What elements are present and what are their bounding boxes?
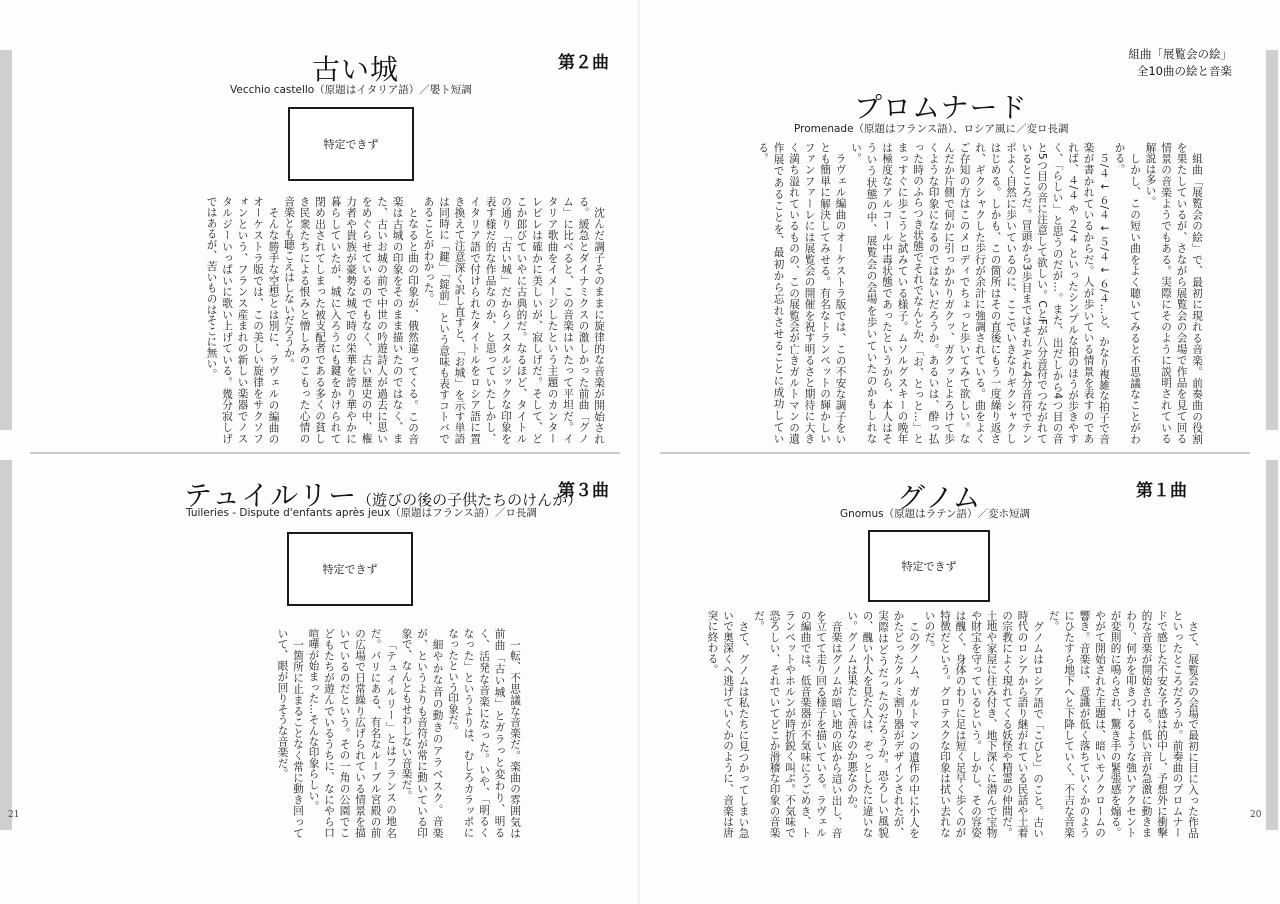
right-edge-strip bbox=[1266, 50, 1278, 430]
paragraph: グノムはロシア語で「こびと」のこと。古い時代のロシアから語り継がれている民話や土着の宗教によく現れてくる妖怪や精霊の仲間だ。土地や家屋に住み付き、地下深くに潜んで宝物や財宝を守っているという。しかし、その容姿は醜く、身体のわりに足は短く足早く歩くのが特徴だという。グロテスクな印象は拭い去れないのだ。 bbox=[923, 610, 1044, 838]
paragraph: さて、展覧会の会場で最初に目に入った作品といったところだろうか。前奏曲のプロムナードで感じた不安な予感は的中し、予想外に衝撃的な音楽が開始される。低い音が急激に動きまわり、何かを叩きつけるような強いアクセントが変則的に鳴らされ、驚き手の緊張感を煽る。やがて開始された主題は、暗いモノクロームの響き。音楽は、意識が低く落ちていくかのようにひたすら地下へと下降していく、不吉な音楽だ。 bbox=[1047, 610, 1199, 838]
left-divider bbox=[30, 452, 620, 454]
page-number: 21 bbox=[8, 810, 20, 820]
paragraph: となると曲の印象が、俄然違ってくる。この音楽は古城の印象をそのまま描いたのではなく、また、古いお城の前で中世の吟遊詩人が過去に思いをめぐらせているのでもなく、古い歴史の中、権力者や貴族が豪勢な城で時の栄華を誇り華やかに暮らしていたが、城に入ろうにも鍵をかけられて閉め出されてしまった被支配者である多くの貧しき民衆たちによる恨みと憎しみのこもった心情の音楽とも聴こえはしないだろうか。 bbox=[283, 196, 419, 444]
section-title-gnomus: グノム bbox=[897, 481, 982, 514]
body-text-promenade bbox=[658, 142, 1204, 444]
section-title-old-castle: 古い城 bbox=[312, 53, 400, 86]
paragraph: 一転、不思議な音楽だ。楽曲の雰囲気は前曲「古い城」とガラっと変わり、明るく、活発な音楽になった。いや、「明るくなった」というよりは、むしろカラッポになったという印象だ。 bbox=[447, 628, 521, 838]
suite-label-line: 全10曲の絵と音楽 bbox=[1136, 64, 1232, 78]
paragraph: 細やかな音の動きのアラベスク。音楽が、というよりも音符が常に動いている印象で、なんともせわしない音楽だ。 bbox=[400, 628, 444, 838]
image-placeholder bbox=[288, 107, 414, 181]
paragraph: ５/４ ↓ ６/４ ↓ ５/４ ↓ ６/４…と、かなり複雑な拍子で音楽が書かれているからだ。人が歩いている情景を表すのであれば、４/４ や ２/４ といったシンプルな拍のほうが歩きやすく、「らしい」と思うのだが…。また、出だしから4つ目の音と5つ目の音に注意して欲しい。CとFが八分音符でつながれているところだ。冒頭から3歩目まではそれぞれ4分音符でテンポよく自然に歩いているのに、ここでいきなりギクシャクしはじめる。しかも、この箇所はその直後にもう一度繰り返され、ギクシャクした歩行が余計に強調されている。曲をよくご存知の方はこのメロディでちょっと歩いてみて欲しい。なんだか片側で何かに引っかかりガクッ、ガクッとよろけて歩くような印象になるのではないだろうか。あるいは、酔っ払った時のふらつき状態でそれでなんとか、「お、とっと…」とまっすぐに歩こうと試みている様子。ムソルグスキーの晩年は極度なアルコール中毒状態であったというから、本人はそういう状態の中、展覧会の会場を歩いていたのかもしれない。 bbox=[850, 142, 1110, 444]
body-text-tuileries bbox=[200, 628, 522, 838]
paragraph: 音楽はグノムが暗い地の底から這い出し、音を立てて走り回る様子を描いている。ラヴェルの編曲では、低音楽器が不気味にうごめき、トランペットやホルンが時折鋭く叫ぶ。不気味で恐ろしい、それでいてどこか滑稽な印象の音楽だ。 bbox=[753, 610, 843, 838]
left-edge-strip-lower bbox=[0, 460, 12, 830]
suite-label-line: 組曲「展覧会の絵」 bbox=[1128, 47, 1232, 61]
paragraph: しかし、この短い曲をよく聴いてみると不思議なことがわかる。 bbox=[1113, 142, 1141, 444]
section-subtitle: Gnomus（原題はラテン語）／変ホ短調 bbox=[840, 508, 1031, 520]
paragraph: 組曲「展覧会の絵」で、最初に現れる音楽。前奏曲の役割を果たしているが、さながら展覧会の会場で作品を見て回る情景の音楽ようでもある。実際にそのように説明されている解説は多い。 bbox=[1144, 142, 1203, 444]
left-edge-strip bbox=[0, 50, 12, 430]
section-title-promenade: プロムナード bbox=[854, 91, 1028, 124]
image-placeholder bbox=[287, 532, 413, 606]
movement-number: 第２曲 bbox=[558, 53, 609, 73]
paragraph: 沈んだ調子そのままに旋律的な音楽が開始される。緩急とダイナミクスの激しかった前曲「グノム」に比べると、この音楽はいたって平坦だ。イタリア歌曲をイメージしたという主題のカンターレビレは確かに美しいが、寂しげだ。そして、どこか郎びていやに古典的だ。なるほど、タイトルの通り「古い城」だからノスタルジックな印象を表す様だ的な作品なのか、と思っていたしかし、イタリア語で付けられたタイトルをロシア語に置き換えて注意深く訳し直すと、「お城」を示す単語は同時に「鍵」「錠前」という意味も表すコトバであることがわかった。 bbox=[422, 196, 605, 444]
section-subtitle: Promenade（原題はフランス語）、ロシア風に／変ロ長調 bbox=[794, 123, 1069, 135]
right-edge-strip-lower bbox=[1266, 460, 1278, 830]
suite-label bbox=[1098, 46, 1232, 80]
paragraph: ラヴェル編曲のオーケストラ版では、この不安な調子をいとも簡単に解決してみせる。有名なトランペットの輝かしいファンファーレには展覧会の開催を祝す明るさと期待に大きく満ち溢れているものの、この展覧会が亡きガルトマンの遺作展であることを、最初から忘れさせることに成功している。 bbox=[757, 142, 847, 444]
body-text-old-castle bbox=[88, 196, 606, 444]
title-parenthetical: （遊びの後の子供たちのけんか） bbox=[357, 491, 583, 509]
image-placeholder-label: 特定できず bbox=[323, 138, 379, 151]
page-number: 20 bbox=[1250, 810, 1262, 820]
image-placeholder-label: 特定できず bbox=[322, 563, 378, 576]
title-main: テュイルリー bbox=[184, 479, 358, 512]
right-page bbox=[640, 0, 1280, 904]
right-divider bbox=[660, 452, 1250, 454]
paragraph: 「テュイルリー」とはフランスの地名だ。パリにある、有名なルーブル宮殿の前の広場で日常繰り広げられている情景を描いているのだという。その一角の公園でこどもたちが遊んでいるうちに、なにやら口喧嘩が始まった…そんな印象らしい。 bbox=[307, 628, 397, 838]
paragraph: さて、グノムは私たちに見つかってしまい急いで奥深くへ逃げていくかのように、音楽は唐突に終わる。 bbox=[706, 610, 750, 838]
image-placeholder bbox=[868, 530, 990, 602]
paragraph: このグノム、ガルトマンの遺作の中に小人をかたどったクルミ割り器がデザインされたが、実際はどうだったのだろうか。恐ろしい風貌の、醜い小人を見た人は、ぞっとしたに違いない。グノムは果たして善なのか悪なのか。 bbox=[846, 610, 920, 838]
body-text-gnomus bbox=[682, 610, 1200, 838]
paragraph: そんな勝手な空想とは別に、ラヴェルの編曲のオーケストラ版では、この美しい旋律をサクソフォンという、フランス産まれの新しい楽器でノスタルジーいっぱいに歌い上げている。幾分寂しげではあるが、苦いものはそこに無い。 bbox=[205, 196, 280, 444]
paragraph: 一箇所に止まることなく常に動き回っていて、眼が回りそうな音楽だ。 bbox=[276, 628, 304, 838]
image-placeholder-label: 特定できず bbox=[901, 560, 957, 573]
section-subtitle: Tuileries - Dispute d'enfants après jeux（原題はフランス語）／ロ長調 bbox=[186, 507, 537, 519]
movement-number: 第１曲 bbox=[1136, 481, 1187, 501]
movement-number: 第３曲 bbox=[558, 481, 609, 501]
section-subtitle: Vecchio castello（原題はイタリア語）／嬰ト短調 bbox=[230, 84, 472, 96]
